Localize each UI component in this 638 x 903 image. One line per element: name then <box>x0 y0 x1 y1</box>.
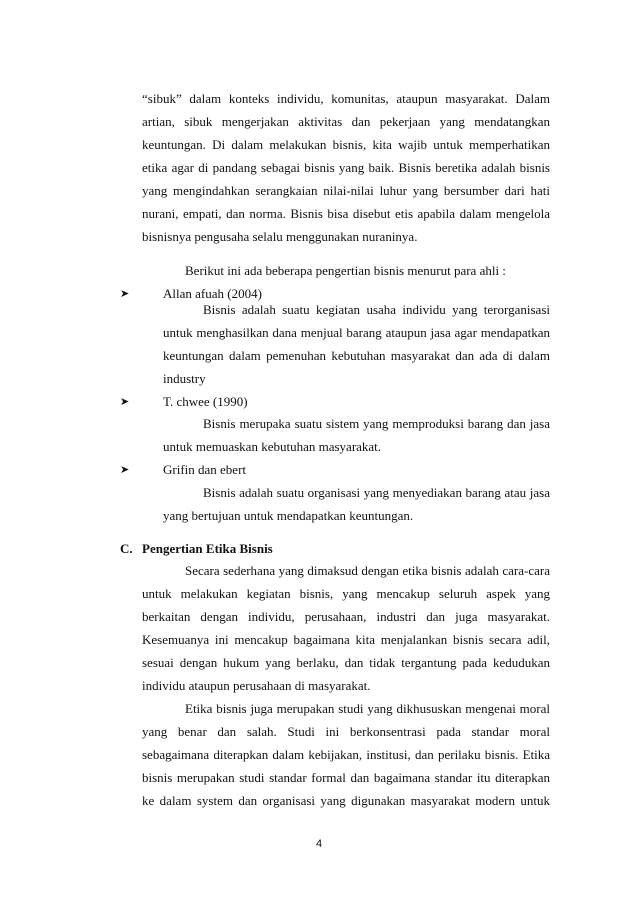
expert-1-line-1: Bisnis adalah suatu kegiatan usaha individu yang terorganisasi <box>203 302 550 317</box>
section-p1-line-1: Secara sederhana yang dimaksud dengan etika bisnis adalah cara-cara <box>185 563 550 578</box>
experts-intro: Berikut ini ada beberapa pengertian bisnis menurut para ahli : <box>185 263 506 278</box>
intro-line-7: bisnisnya pengusaha selalu menggunakan nuraninya. <box>142 229 418 244</box>
arrow-bullet-icon: ➤ <box>120 288 130 300</box>
expert-1-line-2: untuk menghasilkan dana menjual barang ataupun jasa agar mendapatkan <box>163 325 550 340</box>
page-number: 4 <box>315 838 323 850</box>
section-p1-line-5: sesuai dengan hukum yang berlaku, dan tidak tergantung pada kedudukan <box>142 655 550 670</box>
arrow-bullet-icon: ➤ <box>120 464 130 476</box>
section-p1-line-2: untuk melakukan kegiatan bisnis, yang mencakup seluruh aspek yang <box>142 586 550 601</box>
intro-line-4: etika agar di pandang sebagai bisnis yang baik. Bisnis beretika adalah bisnis <box>142 160 550 175</box>
intro-line-2: artian, sibuk mengerjakan aktivitas dan pekerjaan yang mendatangkan <box>142 114 550 129</box>
arrow-bullet-icon: ➤ <box>120 396 130 408</box>
intro-line-1: “sibuk” dalam konteks individu, komunitas, ataupun masyarakat. Dalam <box>142 91 550 106</box>
section-heading <box>120 541 273 557</box>
intro-line-3: keuntungan. Di dalam melakukan bisnis, kita wajib untuk memperhatikan <box>142 137 550 152</box>
section-p1-line-3: berkaitan dengan individu, perusahaan, industri dan juga masyarakat. <box>142 609 550 624</box>
section-p2-line-1: Etika bisnis juga merupakan studi yang dikhususkan mengenai moral <box>185 701 550 716</box>
section-title: Pengertian Etika Bisnis <box>142 541 273 556</box>
expert-name-2: T. chwee (1990) <box>163 394 248 409</box>
expert-2-line-2: untuk memuaskan kebutuhan masyarakat. <box>163 439 382 454</box>
section-p2-line-2: yang benar dan salah. Studi ini berkonsentrasi pada standar moral <box>142 724 550 739</box>
intro-line-5: yang mengindahkan serangkaian nilai-nilai luhur yang bersumber dari hati <box>142 183 550 198</box>
expert-name-3: Grifin dan ebert <box>163 462 247 477</box>
expert-3-line-2: yang bertujuan untuk mendapatkan keuntungan. <box>163 508 414 523</box>
section-p1-line-4: Kesemuanya ini mencakup bagaimana kita menjalankan bisnis secara adil, <box>142 632 550 647</box>
section-letter: C. <box>120 541 133 556</box>
section-p2-line-5: ke dalam system dan organisasi yang digunakan masyarakat modern untuk <box>142 793 550 808</box>
expert-name-1: Allan afuah (2004) <box>163 286 262 301</box>
section-p1-line-6: individu ataupun perusahaan di masyarakat. <box>142 678 371 693</box>
expert-1-line-3: keuntungan dalam pemenuhan kebutuhan masyarakat dan ada di dalam <box>163 348 550 363</box>
expert-1-line-4: industry <box>163 371 206 386</box>
intro-line-6: nurani, empati, dan norma. Bisnis bisa disebut etis apabila dalam mengelola <box>142 206 550 221</box>
expert-3-line-1: Bisnis adalah suatu organisasi yang menyediakan barang atau jasa <box>203 485 550 500</box>
section-p2-line-4: bisnis merupakan studi standar formal dan bagaimana standar itu diterapkan <box>142 770 550 785</box>
expert-2-line-1: Bisnis merupaka suatu sistem yang memproduksi barang dan jasa <box>203 416 550 431</box>
section-p2-line-3: sebagaimana diterapkan dalam kebijakan, institusi, dan perilaku bisnis. Etika <box>142 747 550 762</box>
